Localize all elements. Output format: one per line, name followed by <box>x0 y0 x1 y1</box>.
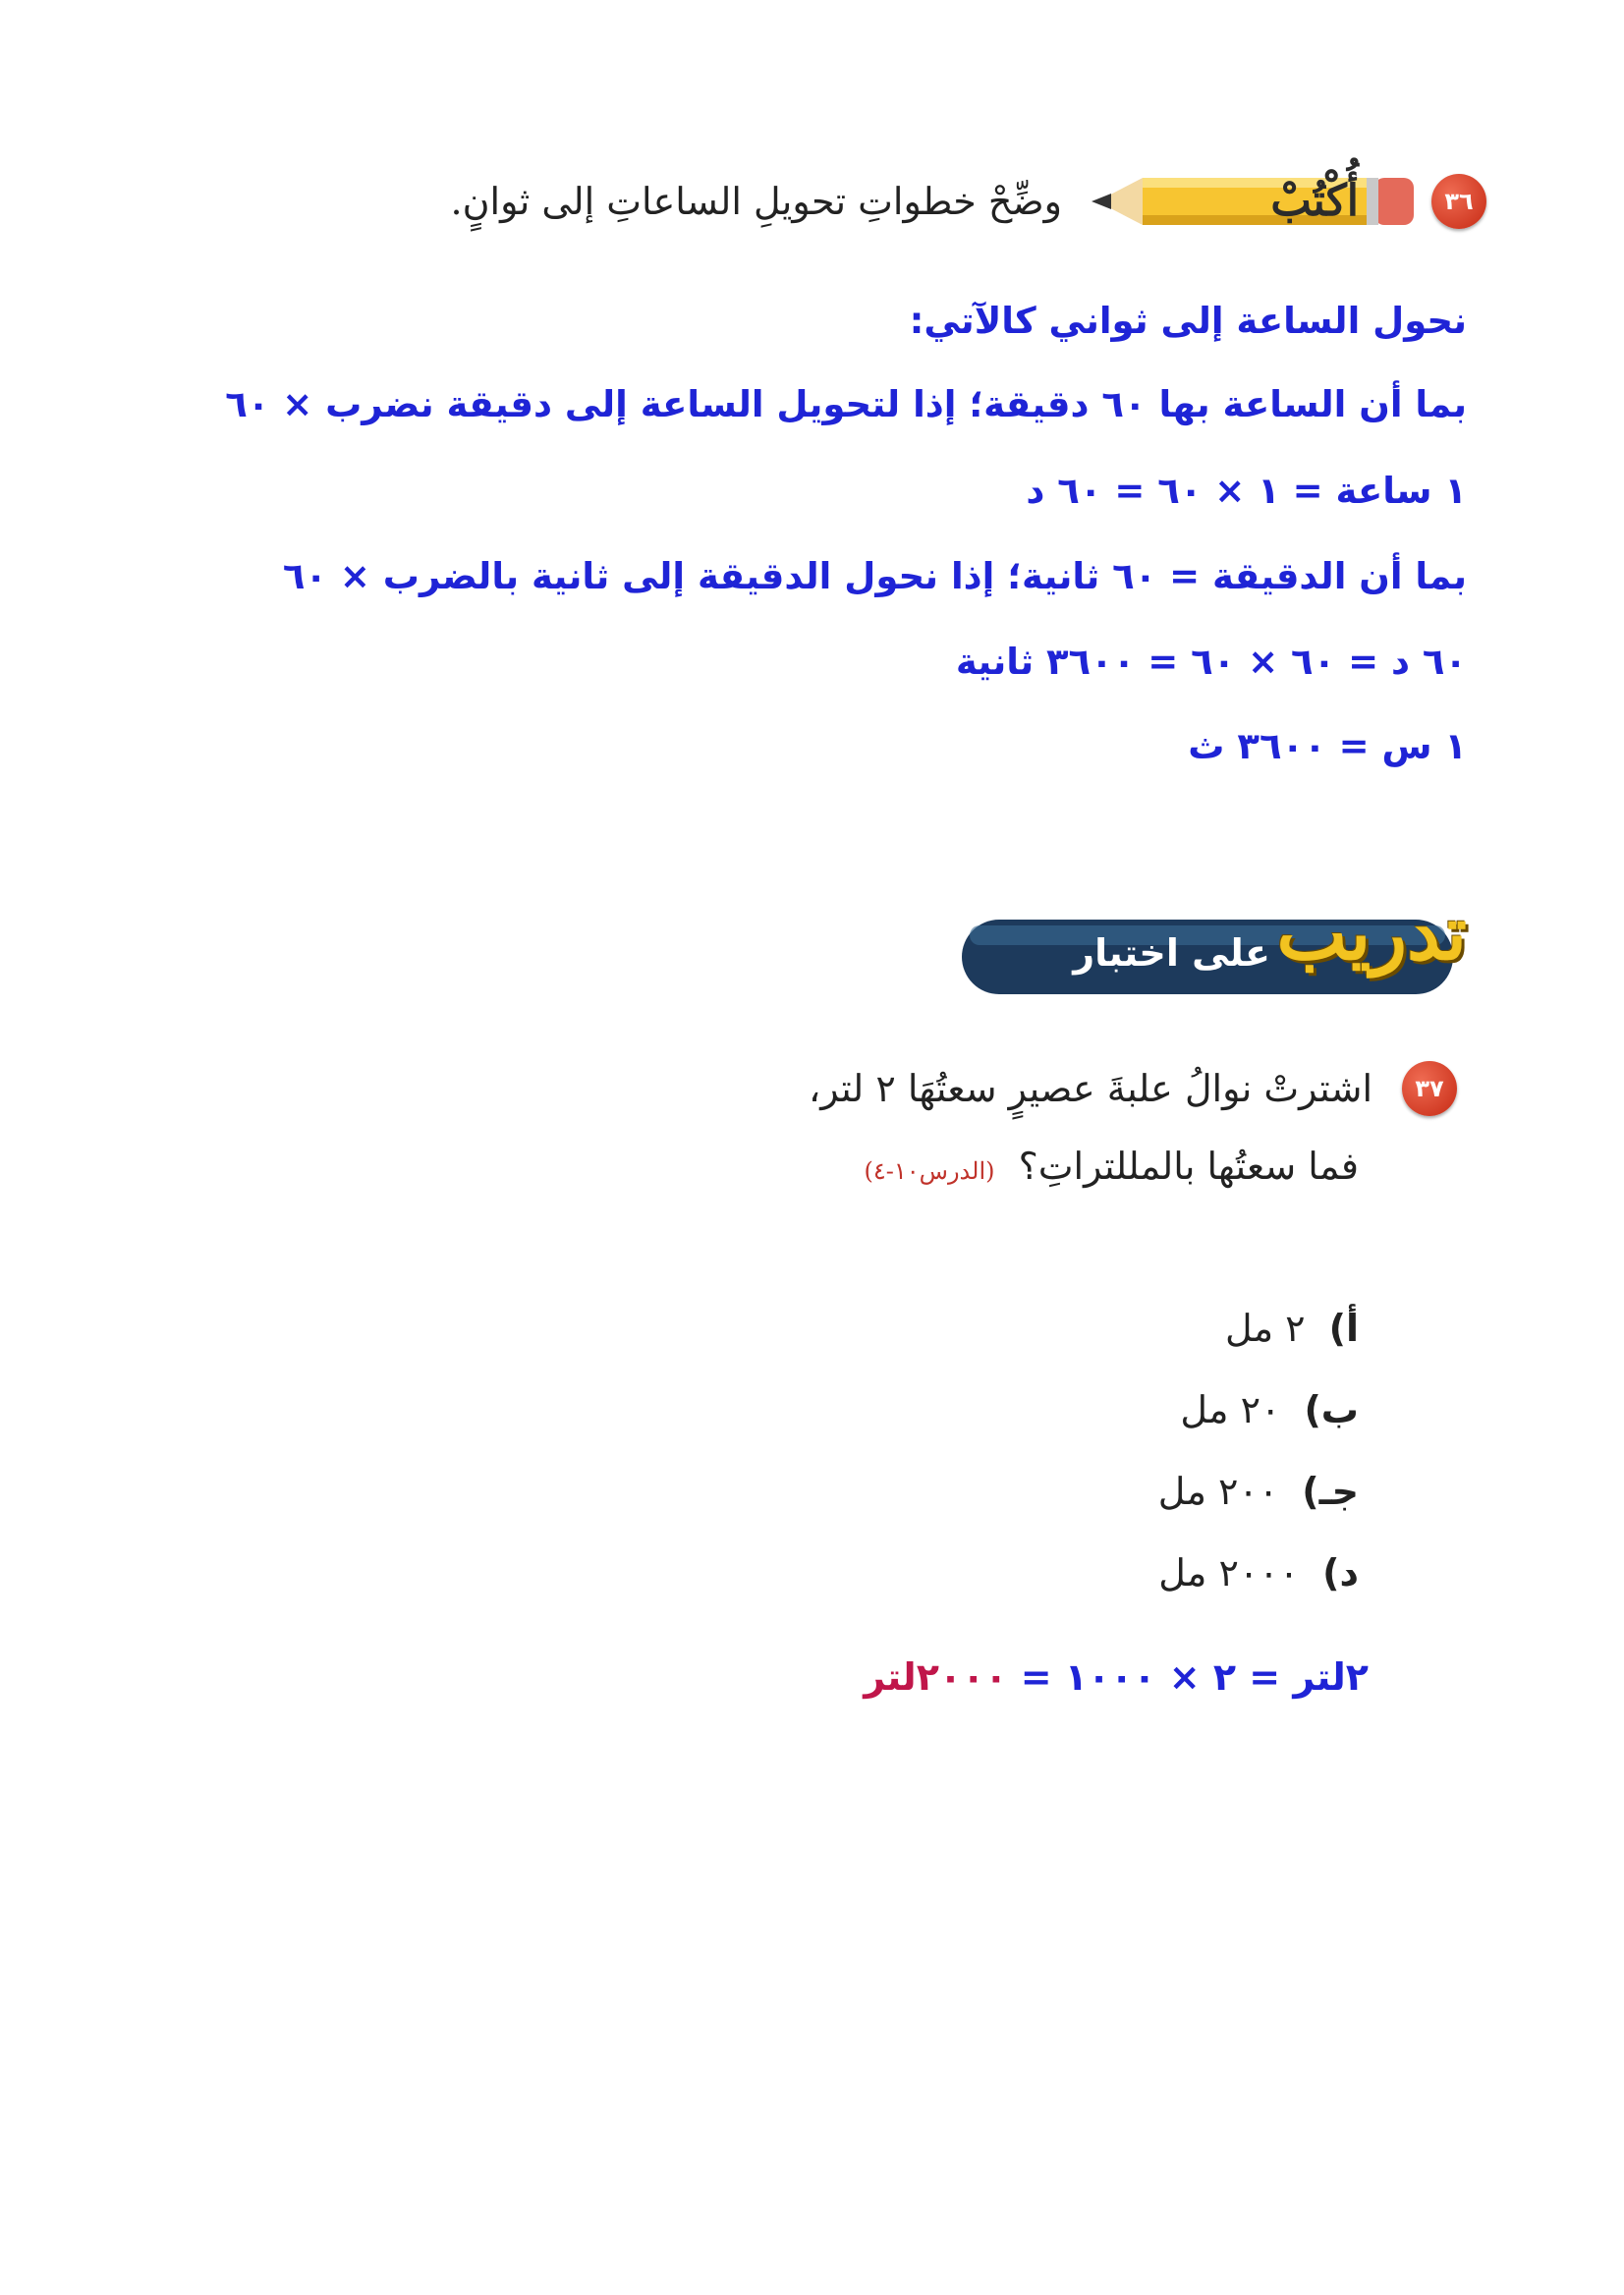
lesson-reference: (الدرس١٠-٤) <box>864 1157 995 1185</box>
option-a[interactable] <box>1225 1307 1359 1350</box>
question-number-badge: ٣٧ <box>1402 1061 1457 1116</box>
answer-line-5: ٦٠ د = ٦٠ × ٦٠ = ٣٦٠٠ ثانية <box>955 641 1467 683</box>
question-36-header <box>295 157 1486 246</box>
option-text: ٢٠ مل <box>1180 1388 1281 1431</box>
banner-title: تدريب <box>1276 889 1467 977</box>
pencil-label-text: أُكْتُبْ <box>1270 176 1359 226</box>
question-37-text: فما سعتُها بالمللتراتِ؟ <box>1018 1145 1359 1188</box>
answer-line-1: نحول الساعة إلى ثواني كالآتي: <box>909 300 1467 342</box>
answer-line-2: بما أن الساعة بها ٦٠ دقيقة؛ إذا لتحويل الساعة إلى دقيقة نضرب × ٦٠ <box>225 383 1467 425</box>
option-letter: أ) <box>1328 1307 1359 1350</box>
answer-line-4: بما أن الدقيقة = ٦٠ ثانية؛ إذا نحول الدقيقة إلى ثانية بالضرب × ٦٠ <box>282 555 1467 597</box>
answer-equation: ٢لتر = ٢ × ١٠٠٠ = <box>1007 1655 1369 1699</box>
question-number-badge: ٣٦ <box>1431 174 1486 229</box>
question-37-line-2 <box>865 1145 1359 1188</box>
question-36-prompt: وضِّحْ خطواتِ تحويلِ الساعاتِ إلى ثوانٍ. <box>450 180 1062 223</box>
option-text: ٢ مل <box>1224 1307 1306 1350</box>
question-37-answer <box>864 1655 1369 1699</box>
option-d[interactable] <box>1158 1551 1359 1595</box>
option-text: ٢٠٠٠ مل <box>1158 1551 1300 1595</box>
option-letter: د) <box>1322 1551 1359 1595</box>
question-37-header <box>769 1061 1457 1116</box>
option-text: ٢٠٠ مل <box>1157 1470 1279 1513</box>
pencil-icon <box>1084 170 1418 233</box>
banner-subtitle: على اختبار <box>1073 931 1270 975</box>
option-b[interactable] <box>1180 1388 1359 1431</box>
option-c[interactable] <box>1158 1470 1359 1513</box>
answer-result: ٢٠٠٠لتر <box>864 1655 1008 1699</box>
question-37-line-1: اشترتْ نوالُ علبةَ عصيرٍ سعتُهَا ٢ لتر، <box>808 1067 1372 1110</box>
option-letter: ب) <box>1304 1388 1359 1431</box>
test-practice-banner <box>956 884 1467 1022</box>
answer-line-3: ١ ساعة = ١ × ٦٠ = ٦٠ د <box>1026 470 1467 512</box>
option-letter: جـ) <box>1302 1470 1359 1513</box>
answer-line-6: ١ س = ٣٦٠٠ ث <box>1188 725 1467 767</box>
write-pencil-label <box>1084 170 1418 233</box>
